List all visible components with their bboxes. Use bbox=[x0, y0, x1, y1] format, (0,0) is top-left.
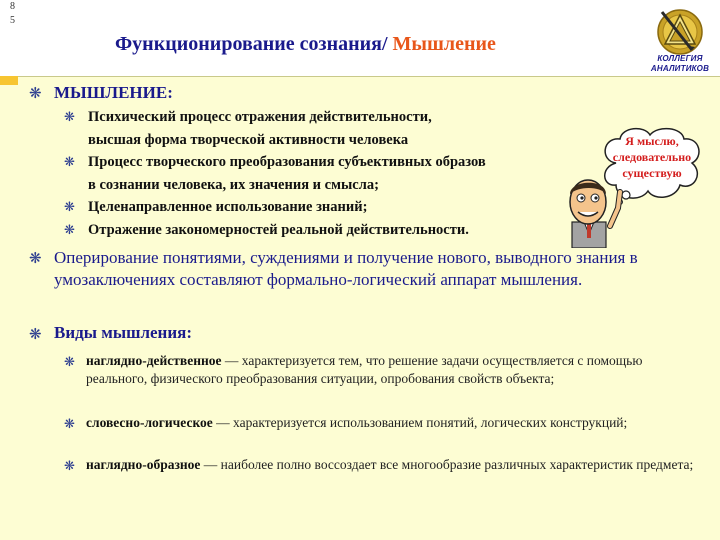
bubble-text: Я мыслю, следовательно существую bbox=[612, 134, 692, 180]
type-item: наглядно-действенное — характеризуется тем, что решение задачи осуществляется с помощью реального, физического преобразования ситуации, опробования свойств объекта; bbox=[86, 353, 643, 386]
star-burst-bullet-icon: ❋ bbox=[64, 222, 75, 237]
star-burst-bullet-icon: ❋ bbox=[64, 109, 75, 124]
star-burst-bullet-icon: ❋ bbox=[64, 199, 75, 214]
title-accent: Мышление bbox=[392, 33, 496, 55]
star-burst-bullet-icon: ❋ bbox=[64, 154, 75, 169]
sub-bullet: Отражение закономерностей реальной действительности. bbox=[88, 222, 469, 238]
pencil-triangle-logo-icon bbox=[642, 8, 718, 74]
divider-line bbox=[0, 76, 720, 77]
star-burst-bullet-icon: ❋ bbox=[64, 354, 75, 369]
type-item: наглядно-образное — наиболее полно воссоздает все многообразие различных характеристик предмета; bbox=[86, 457, 694, 472]
paragraph-logic: Оперирование понятиями, суждениями и получение нового, выводного знания в умозаключениях составляют формально-логический аппарат мышления. bbox=[54, 248, 638, 289]
type-item: словесно-логическое — характеризуется использованием понятий, логических конструкций; bbox=[86, 415, 628, 430]
heading-types: Виды мышления: bbox=[54, 323, 192, 342]
star-burst-bullet-icon: ❋ bbox=[29, 327, 42, 343]
logo-line1: КОЛЛЕГИЯ bbox=[657, 54, 703, 63]
thinking-man-illustration bbox=[548, 168, 632, 248]
sub-bullet: Психический процесс отражения действительности, высшая форма творческой активности человека bbox=[88, 109, 432, 148]
corner-accent bbox=[0, 76, 18, 85]
title-main: Функционирование сознания/ bbox=[115, 33, 393, 55]
heading-thinking: МЫШЛЕНИЕ: bbox=[54, 83, 173, 102]
star-burst-bullet-icon: ❋ bbox=[29, 251, 42, 267]
star-burst-bullet-icon: ❋ bbox=[64, 458, 75, 473]
page-number: 8 5 bbox=[10, 1, 15, 26]
star-burst-bullet-icon: ❋ bbox=[64, 416, 75, 431]
logo-line2: АНАЛИТИКОВ bbox=[650, 64, 710, 73]
star-burst-bullet-icon: ❋ bbox=[29, 86, 42, 102]
sub-bullet: Целенаправленное использование знаний; bbox=[88, 199, 368, 215]
slide-title bbox=[115, 33, 496, 56]
sub-bullet: Процесс творческого преобразования субъективных образов в сознании человека, их значения и смысла; bbox=[88, 154, 486, 193]
